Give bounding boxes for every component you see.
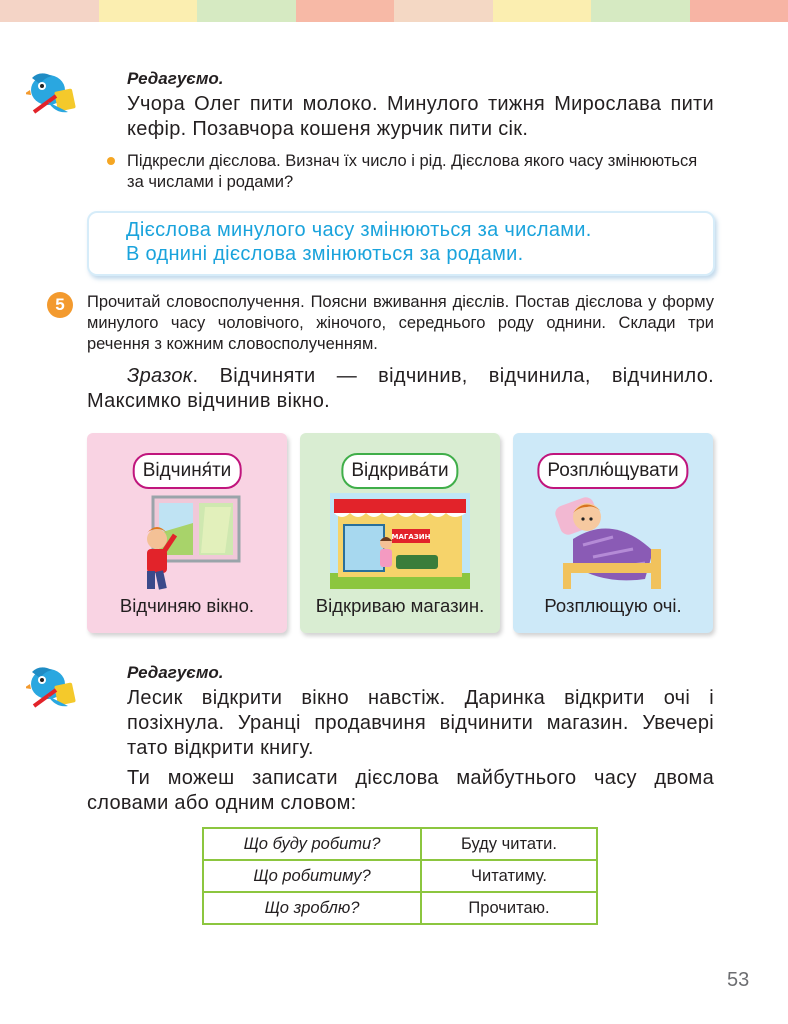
exercise5-instruction: Прочитай словосполучення. Поясни вживання дієслів. Постав дієслова у форму минулого часу чоловічого, жіночого, середнього роду однини. Склади три речення з кожним словосполученням.: [87, 293, 714, 353]
color-segment: [690, 0, 788, 22]
rule-line-2: В однині дієслова змінюються за родами.: [126, 243, 524, 265]
color-segment: [296, 0, 395, 22]
color-segment: [99, 0, 198, 22]
top-color-bar: [0, 0, 788, 22]
verb-label: Розплю́щувати: [537, 453, 688, 489]
card-caption: Розплющую очі.: [544, 595, 682, 616]
bullet-dot-icon: [107, 157, 115, 165]
color-segment: [197, 0, 296, 22]
sample-text: . Відчиняти — відчинив, відчинила, відчинило. Максимко відчинив вікно.: [87, 365, 714, 412]
section1-bullet: Підкресли дієслова. Визнач їх число і рід. Дієслова якого часу змінюються за числами і родами?: [127, 152, 698, 191]
color-segment: [493, 0, 592, 22]
color-segment: [394, 0, 493, 22]
mascot-bird-icon: [26, 662, 82, 714]
shop-sign: МАГАЗИН: [391, 533, 431, 541]
table-row: [203, 828, 597, 860]
section2-text2: Ти можеш записати дієслова майбутнього часу двома словами або одним словом:: [87, 767, 714, 814]
section1-text: Учора Олег пити молоко. Минулого тижня Мирослава пити кефір. Позавчора кошеня журчик пити сік.: [127, 93, 714, 140]
verb-card-open-shop: [300, 433, 500, 633]
exercise5-sample: [87, 364, 714, 414]
table-cell-question: Що зроблю?: [203, 892, 421, 924]
table-cell-answer: Читатиму.: [421, 860, 597, 892]
future-tense-table: [202, 827, 598, 925]
color-segment: [0, 0, 99, 22]
verb-card-open-eyes: [513, 433, 713, 633]
table-cell-question: Що буду робити?: [203, 828, 421, 860]
card-caption: Відкриваю магазин.: [315, 595, 485, 616]
verb-label: Відкрива́ти: [341, 453, 458, 489]
table-cell-answer: Прочитаю.: [421, 892, 597, 924]
verb-card-open-window: [87, 433, 287, 633]
table-row: [203, 860, 597, 892]
sample-label: Зразок: [127, 365, 193, 387]
table-cell-question: Що робитиму?: [203, 860, 421, 892]
shop-illustration: [330, 493, 470, 594]
rule-line-1: Дієслова минулого часу змінюються за числами.: [126, 219, 592, 241]
section1-heading: Редагуємо.: [127, 69, 224, 88]
page-number: 53: [727, 969, 750, 991]
section2-text: Лесик відкрити вікно навстіж. Даринка відкрити очі і позіхнула. Уранці продавчиня відчинити магазин. Увечері тато відкрити книгу.: [127, 687, 714, 759]
table-row: [203, 892, 597, 924]
mascot-bird-icon: [26, 68, 82, 120]
card-caption: Відчиняю вікно.: [119, 595, 255, 616]
table-cell-answer: Буду читати.: [421, 828, 597, 860]
section2-heading: Редагуємо.: [127, 663, 224, 682]
color-segment: [591, 0, 690, 22]
boy-waking-illustration: [553, 493, 673, 598]
verb-label: Відчиня́ти: [133, 453, 242, 489]
boy-opening-window-illustration: [135, 493, 245, 598]
exercise-number-badge: 5: [47, 292, 73, 318]
rule-note-box: [87, 211, 715, 276]
